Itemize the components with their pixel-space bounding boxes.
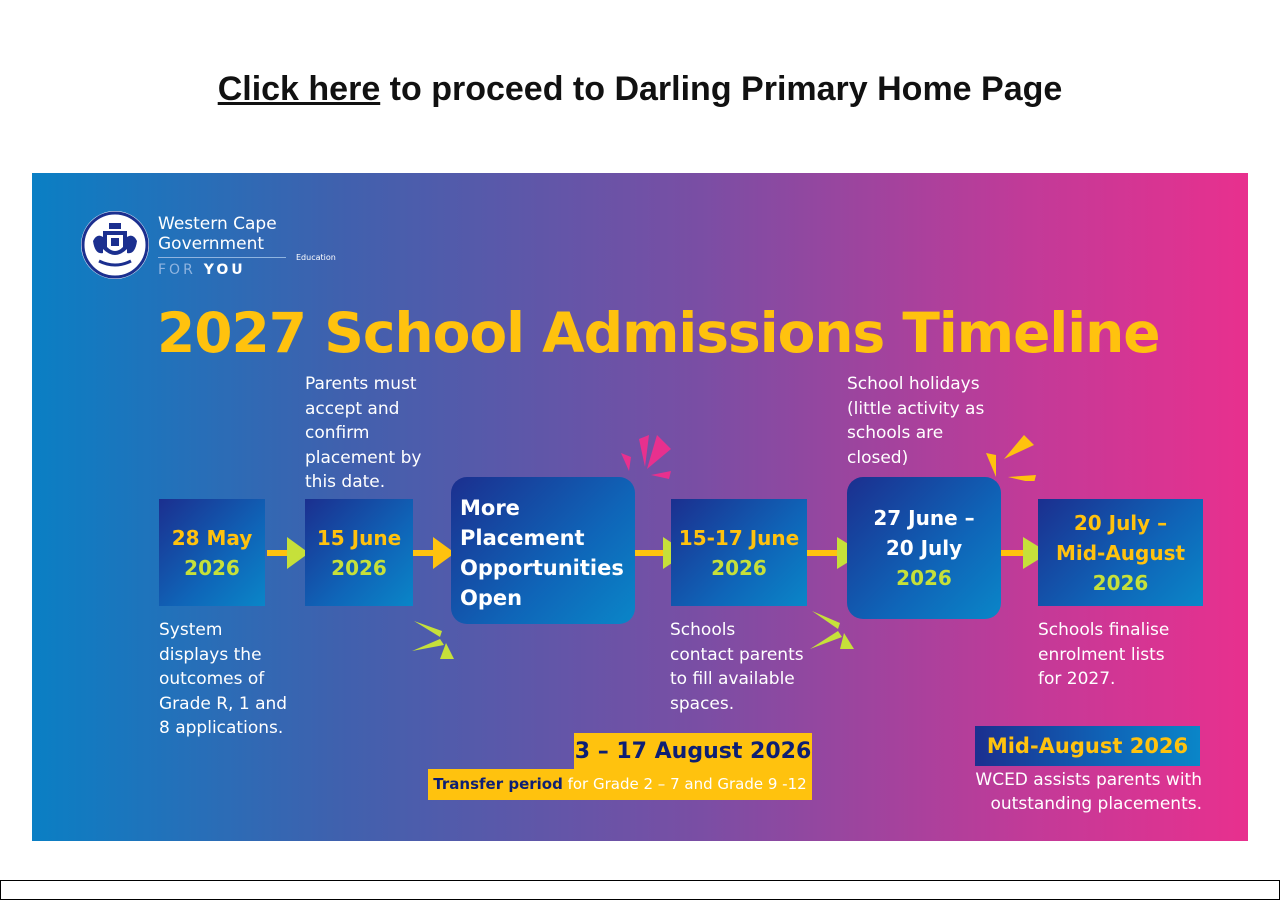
caption-line: Schools	[670, 620, 736, 640]
caption-school-holidays	[847, 372, 984, 470]
caption-line: closed)	[847, 447, 909, 468]
milestone-28-may	[159, 499, 265, 606]
more-placement-text	[460, 493, 624, 613]
caption-28-may	[159, 618, 287, 741]
caption-line: outcomes of	[159, 669, 265, 689]
milestone-year: 2026	[331, 555, 387, 580]
caption-line: contact parents	[670, 644, 804, 665]
caption-line: School holidays	[847, 374, 980, 394]
logo-divider	[158, 257, 286, 258]
caption-line: for 2027.	[1038, 669, 1116, 689]
transfer-date: 3 – 17 August 2026	[574, 733, 812, 771]
milestone-year: 2026	[184, 555, 240, 580]
milestone-27-june-text	[847, 477, 1001, 619]
logo-line-2: Government	[158, 234, 265, 254]
caption-line: placement by	[305, 447, 422, 468]
heading-rest-text: to proceed to Darling Primary Home Page	[380, 70, 1063, 108]
milestone-date: 15-17 June	[678, 525, 800, 550]
milestone-year: 2026	[1092, 570, 1149, 595]
coat-of-arms-icon	[81, 211, 149, 279]
burst-icon	[617, 431, 677, 481]
caption-15-june	[305, 372, 421, 495]
caption-line: (little activity as	[847, 398, 985, 419]
caption-line: confirm	[305, 423, 370, 443]
logo-for: FOR	[158, 262, 196, 278]
mid-august-label: Mid-August 2026	[975, 726, 1200, 766]
more-placement-line: Placement	[460, 526, 585, 550]
logo-tagline	[158, 262, 246, 278]
transfer-period-note	[428, 769, 812, 800]
milestone-year: 2026	[711, 555, 767, 580]
caption-line: 8 applications.	[159, 718, 284, 738]
logo-line-1: Western Cape	[158, 214, 277, 234]
caption-line: this date.	[305, 472, 386, 492]
caption-line: enrolment lists	[1038, 644, 1165, 665]
mid-august-text	[932, 768, 1202, 816]
mid-august-line: outstanding placements.	[990, 794, 1202, 814]
caption-line: displays the	[159, 644, 262, 665]
caption-line: schools are	[847, 423, 944, 443]
logo-education: Education	[296, 253, 336, 262]
caption-line: accept and	[305, 398, 400, 419]
transfer-label: Transfer period	[433, 775, 563, 793]
caption-line: Parents must	[305, 374, 417, 394]
milestone-date: Mid-August	[1055, 540, 1186, 565]
more-placement-line: Open	[460, 586, 523, 610]
page-heading	[0, 70, 1280, 109]
burst-icon	[982, 431, 1042, 481]
caption-line: Grade R, 1 and	[159, 693, 288, 714]
more-placement-line: More	[460, 496, 520, 520]
admissions-timeline-banner	[32, 173, 1248, 841]
timeline-title: 2027 School Admissions Timeline	[157, 301, 1160, 365]
milestone-date: 27 June –	[873, 506, 975, 530]
logo-you: YOU	[203, 262, 246, 278]
milestone-15-june	[305, 499, 413, 606]
milestone-date: 20 July –	[1073, 510, 1168, 535]
more-placement-line: Opportunities	[460, 556, 624, 580]
logo-wordmark	[158, 214, 277, 254]
milestone-date: 20 July	[885, 536, 963, 560]
milestone-20-july-mid-august	[1038, 499, 1203, 606]
home-page-link[interactable]: Click here	[217, 70, 381, 108]
milestone-15-17-june	[671, 499, 807, 606]
caption-15-17-june	[670, 618, 804, 716]
caption-20-july	[1038, 618, 1169, 692]
caption-line: spaces.	[670, 693, 735, 714]
milestone-date: 15 June	[316, 525, 402, 550]
mid-august-line: WCED assists parents with	[975, 770, 1202, 790]
burst-icon	[410, 613, 462, 663]
milestone-date: 28 May	[171, 525, 253, 550]
caption-line: System	[159, 620, 223, 640]
transfer-grades: for Grade 2 – 7 and Grade 9 -12	[562, 775, 807, 793]
milestone-year: 2026	[896, 566, 952, 590]
bottom-empty-frame	[0, 880, 1280, 900]
caption-line: to fill available	[670, 669, 795, 689]
caption-line: Schools finalise	[1038, 620, 1170, 640]
